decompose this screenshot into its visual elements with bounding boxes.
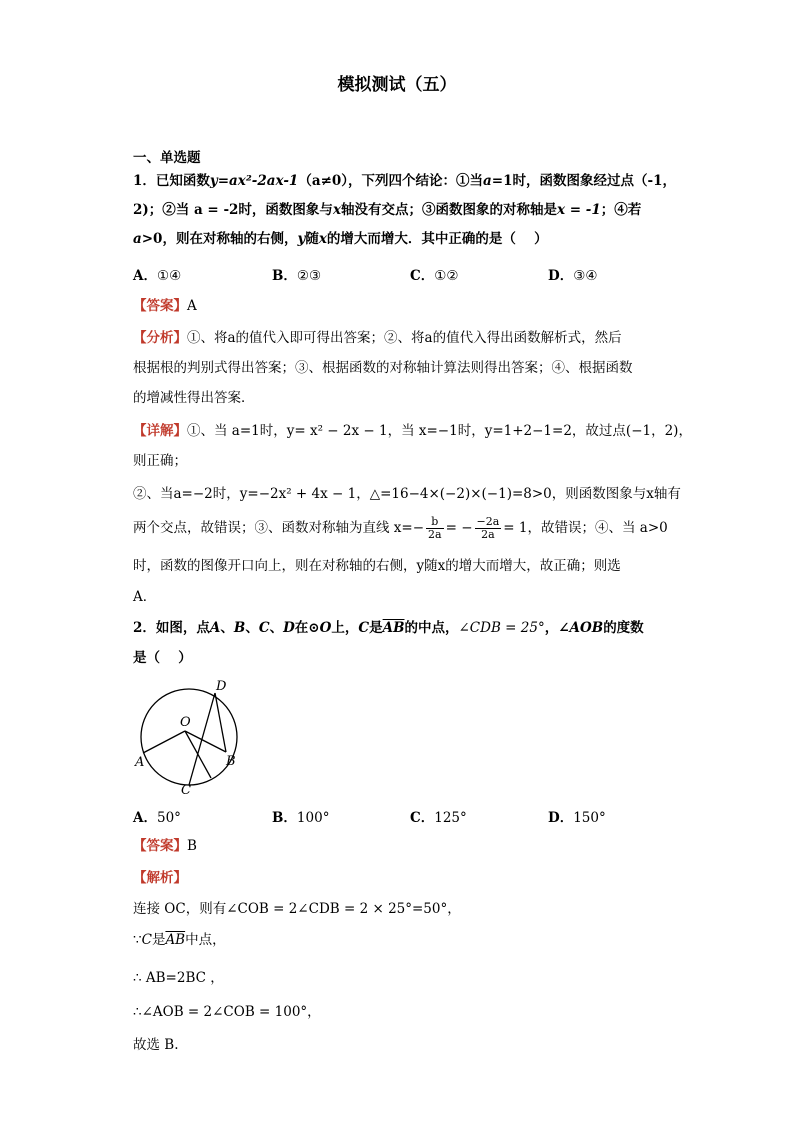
- q1-text: （a≠0），下列四个结论：①当: [298, 173, 484, 189]
- fraction-b-over-2a: $\frac{b}{2a}$: [428, 515, 442, 541]
- solution-tag: 【解析】: [133, 870, 187, 886]
- q1-text: >0，则在对称轴的右侧，: [141, 231, 298, 247]
- q1-analysis-line-1: 【分析】①、将a的值代入即可得出答案；②、将a的值代入得出函数解析式，然后: [133, 330, 622, 346]
- q1-option-b[interactable]: B．②③: [272, 268, 322, 284]
- answer-tag: 【答案】: [133, 298, 187, 314]
- fraction-neg2a-over-2a: $\frac{-2a}{2a}$: [476, 515, 500, 541]
- q2-answer: [133, 836, 197, 856]
- q1-detail-line-5: 时，函数的图像开口向上，则在对称轴的右侧，y随x的增大而增大，故正确；则选: [133, 558, 621, 574]
- arc-ab: $\overline{AB}$: [382, 620, 405, 636]
- q1-axis: x = -1: [557, 202, 601, 218]
- q1-function: y=ax²-2ax-1: [209, 173, 299, 189]
- label-o: O: [180, 715, 191, 730]
- answer-value: A: [187, 298, 197, 314]
- q1-detail-line-3: ②、当a=−2时，y=−2x² + 4x − 1，△=16−4×(−2)×(−1)=8>0，则函数图象与x轴有: [133, 486, 681, 502]
- q1-option-d[interactable]: D．③④: [548, 268, 598, 284]
- q1-text: =1时，函数图象经过点（-1，: [491, 173, 676, 189]
- q1-line-3: [133, 229, 548, 249]
- q2-option-a[interactable]: A．50°: [133, 810, 181, 826]
- q1-analysis-line-3: 的增减性得出答案．: [133, 390, 255, 406]
- q1-detail-line-6: A．: [133, 589, 157, 605]
- label-a: A: [135, 755, 145, 770]
- q2-option-c[interactable]: C．125°: [410, 810, 467, 826]
- q2-line-2: 是（ ）: [133, 650, 192, 666]
- q1-option-c[interactable]: C．①②: [410, 268, 459, 284]
- q1-option-a[interactable]: A．①④: [133, 268, 182, 284]
- q1-detail-line-4: 两个交点，故错误；③、函数对称轴为直线 x=− $\frac{b}{2a}$ = − $\frac{-2a}{2a}$ = 1，故错误；④、当 a>0: [133, 515, 668, 541]
- q1-line-1: [133, 171, 676, 191]
- q1-var: x: [318, 231, 327, 247]
- q2-solution-line-5: 故选 B.: [133, 1037, 179, 1053]
- answer-value: B: [187, 838, 197, 854]
- q1-answer: [133, 296, 197, 316]
- q1-var: a: [483, 173, 492, 189]
- q1-text: 2)；②当 a = -2时，函数图象与: [133, 202, 333, 218]
- q1-var: y: [297, 231, 306, 247]
- segment-oa: [143, 731, 185, 753]
- segment-dc: [189, 693, 215, 785]
- q2-line-1: 2．如图，点A、B、C、D在⊙O上，C是$\overline{AB}$的中点，∠CDB = 25°，∠AOB的度数: [133, 620, 644, 636]
- q2-solution-line-2: ∵C是$\overline{AB}$中点，: [133, 932, 226, 948]
- q1-line-2: [133, 200, 641, 220]
- label-c: C: [181, 783, 191, 796]
- q2-solution-line-4: ∴∠AOB = 2∠COB = 100°，: [133, 1004, 321, 1020]
- q1-text: 轴没有交点；③函数图象的对称轴是: [341, 202, 557, 218]
- detail-tag: 【详解】: [133, 423, 187, 439]
- label-d: D: [216, 679, 227, 694]
- q2-option-b[interactable]: B．100°: [272, 810, 330, 826]
- q1-number: 1．已知函数: [133, 173, 210, 189]
- q2-solution-heading: [133, 868, 187, 888]
- q2-option-d[interactable]: D．150°: [548, 810, 606, 826]
- q1-text: ；④若: [600, 202, 642, 218]
- analysis-tag: 【分析】: [133, 330, 187, 346]
- q1-text: 的增大而增大．其中正确的是（ ）: [326, 231, 548, 247]
- answer-tag: 【答案】: [133, 838, 187, 854]
- circle-figure: [133, 676, 248, 796]
- page-title: 模拟测试（五）: [337, 75, 457, 95]
- q1-text: 随: [305, 231, 319, 247]
- segment-db: [215, 693, 226, 752]
- q1-var: x: [332, 202, 341, 218]
- q2-solution-line-1: 连接 OC，则有∠COB = 2∠CDB = 2 × 25°=50°，: [133, 901, 461, 917]
- section-heading: 一、单选题: [133, 150, 201, 166]
- q2-solution-line-3: ∴ AB=2BC ，: [133, 970, 224, 986]
- q1-analysis-line-2: 根据根的判别式得出答案；③、根据函数的对称轴计算法则得出答案；④、根据函数: [133, 360, 633, 376]
- q1-var: a: [133, 231, 142, 247]
- label-b: B: [226, 754, 236, 769]
- q1-detail-line-2: 则正确；: [133, 453, 187, 469]
- q1-detail-line-1: 【详解】①、当 a=1时，y= x² − 2x − 1，当 x=−1时，y=1+2−1=2，故过点(−1，2)，: [133, 423, 692, 439]
